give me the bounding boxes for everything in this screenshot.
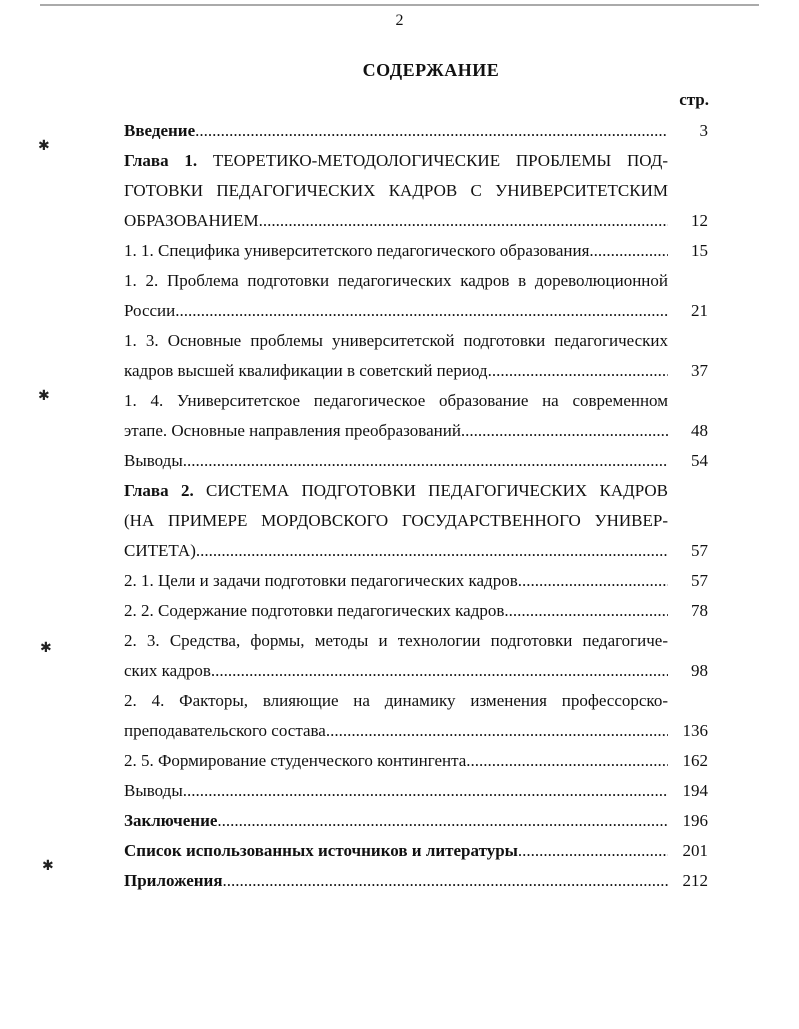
toc-entry-line: ОБРАЗОВАНИЕМ ..... bbox=[124, 206, 668, 236]
toc-entry-line: Приложения ..... bbox=[124, 866, 668, 896]
toc-page-number: 3 bbox=[699, 121, 708, 140]
toc-entry-section-2-2[interactable] bbox=[124, 596, 708, 626]
toc-entry-line: Введение ..... bbox=[124, 116, 668, 146]
toc-entry-section-1-2[interactable] bbox=[124, 266, 708, 326]
toc-entry-line: ГОТОВКИ ПЕДАГОГИЧЕСКИХ КАДРОВ С УНИВЕРСИТЕТСКИМ bbox=[124, 181, 668, 200]
toc-entry-line: 2. 4. Факторы, влияющие на динамику изменения профессорско- bbox=[124, 691, 668, 710]
toc-entry-line: Глава 1. ТЕОРЕТИКО-МЕТОДОЛОГИЧЕСКИЕ ПРОБЛЕМЫ ПОД- bbox=[124, 151, 668, 170]
toc-page-number: 196 bbox=[682, 811, 708, 830]
toc-entry-line: Выводы ..... bbox=[124, 446, 668, 476]
scan-top-edge bbox=[40, 4, 759, 6]
toc-entry-introduction[interactable] bbox=[124, 116, 708, 146]
toc-entry-line: 1. 2. Проблема подготовки педагогических кадров в дореволюционной bbox=[124, 271, 668, 290]
toc-entry-references[interactable] bbox=[124, 836, 708, 866]
toc-entry-chapter-1[interactable] bbox=[124, 146, 708, 236]
toc-page-number: 57 bbox=[691, 571, 708, 590]
toc-page-number: 54 bbox=[691, 451, 708, 470]
toc-entry-line: преподавательского состава ..... bbox=[124, 716, 668, 746]
toc-page-number: 98 bbox=[691, 661, 708, 680]
toc-entry-conclusion[interactable] bbox=[124, 806, 708, 836]
toc-page-number: 212 bbox=[682, 871, 708, 890]
page-column-label: стр. bbox=[679, 90, 709, 109]
margin-mark: ✱ bbox=[38, 389, 50, 404]
margin-mark: ✱ bbox=[42, 859, 54, 874]
toc-entry-section-2-5[interactable] bbox=[124, 746, 708, 776]
toc-entry-line: 1. 4. Университетское педагогическое образование на современном bbox=[124, 391, 668, 410]
toc-page-number: 48 bbox=[691, 421, 708, 440]
toc-entry-section-2-4[interactable] bbox=[124, 686, 708, 746]
toc-entry-line: ских кадров ..... bbox=[124, 656, 668, 686]
toc-entry-chapter-2[interactable] bbox=[124, 476, 708, 566]
page-number: 2 bbox=[395, 12, 404, 29]
toc-page-number: 21 bbox=[691, 301, 708, 320]
toc-page-number: 194 bbox=[682, 781, 708, 800]
toc-entry-line: Глава 2. СИСТЕМА ПОДГОТОВКИ ПЕДАГОГИЧЕСКИХ КАДРОВ bbox=[124, 481, 668, 500]
toc-page-number: 57 bbox=[691, 541, 708, 560]
toc-page-number: 136 bbox=[682, 721, 708, 740]
toc-entry-line: 2. 1. Цели и задачи подготовки педагогических кадров ..... bbox=[124, 566, 668, 596]
toc-entry-line: СИТЕТА) ..... bbox=[124, 536, 668, 566]
toc-entry-section-2-1[interactable] bbox=[124, 566, 708, 596]
toc-entry-line: кадров высшей квалификации в советский период ..... bbox=[124, 356, 668, 386]
margin-mark: ✱ bbox=[38, 139, 50, 154]
toc-page-number: 162 bbox=[682, 751, 708, 770]
toc-page-number: 78 bbox=[691, 601, 708, 620]
toc-entry-line: 1. 3. Основные проблемы университетской подготовки педагогических bbox=[124, 331, 668, 350]
toc-entry-conclusions-2[interactable] bbox=[124, 776, 708, 806]
toc-page-number: 37 bbox=[691, 361, 708, 380]
toc-title: СОДЕРЖАНИЕ bbox=[362, 60, 500, 80]
toc-entry-conclusions-1[interactable] bbox=[124, 446, 708, 476]
toc-entry-line: Заключение ..... bbox=[124, 806, 668, 836]
toc-entry-section-1-3[interactable] bbox=[124, 326, 708, 386]
toc-entry-section-1-1[interactable] bbox=[124, 236, 708, 266]
toc-page-number: 15 bbox=[691, 241, 708, 260]
toc-entry-line: (НА ПРИМЕРЕ МОРДОВСКОГО ГОСУДАРСТВЕННОГО УНИВЕР- bbox=[124, 511, 668, 530]
toc-entry-line: России ..... bbox=[124, 296, 668, 326]
toc-entry-line: 1. 1. Специфика университетского педагогического образования ..... bbox=[124, 236, 668, 266]
toc-entry-line: 2. 2. Содержание подготовки педагогических кадров ..... bbox=[124, 596, 668, 626]
toc-entry-section-1-4[interactable] bbox=[124, 386, 708, 446]
toc-entry-line: 2. 5. Формирование студенческого контингента ..... bbox=[124, 746, 668, 776]
toc-page-number: 201 bbox=[682, 841, 708, 860]
toc-entry-line: Список использованных источников и литературы ..... bbox=[124, 836, 668, 866]
toc-entry-appendices[interactable] bbox=[124, 866, 708, 896]
toc-entry-section-2-3[interactable] bbox=[124, 626, 708, 686]
toc-page-number: 12 bbox=[691, 211, 708, 230]
margin-mark: ✱ bbox=[40, 641, 52, 656]
toc-entry-line: Выводы ..... bbox=[124, 776, 668, 806]
toc-entry-line: этапе. Основные направления преобразований ..... bbox=[124, 416, 668, 446]
toc-entry-line: 2. 3. Средства, формы, методы и технологии подготовки педагогиче- bbox=[124, 631, 668, 650]
